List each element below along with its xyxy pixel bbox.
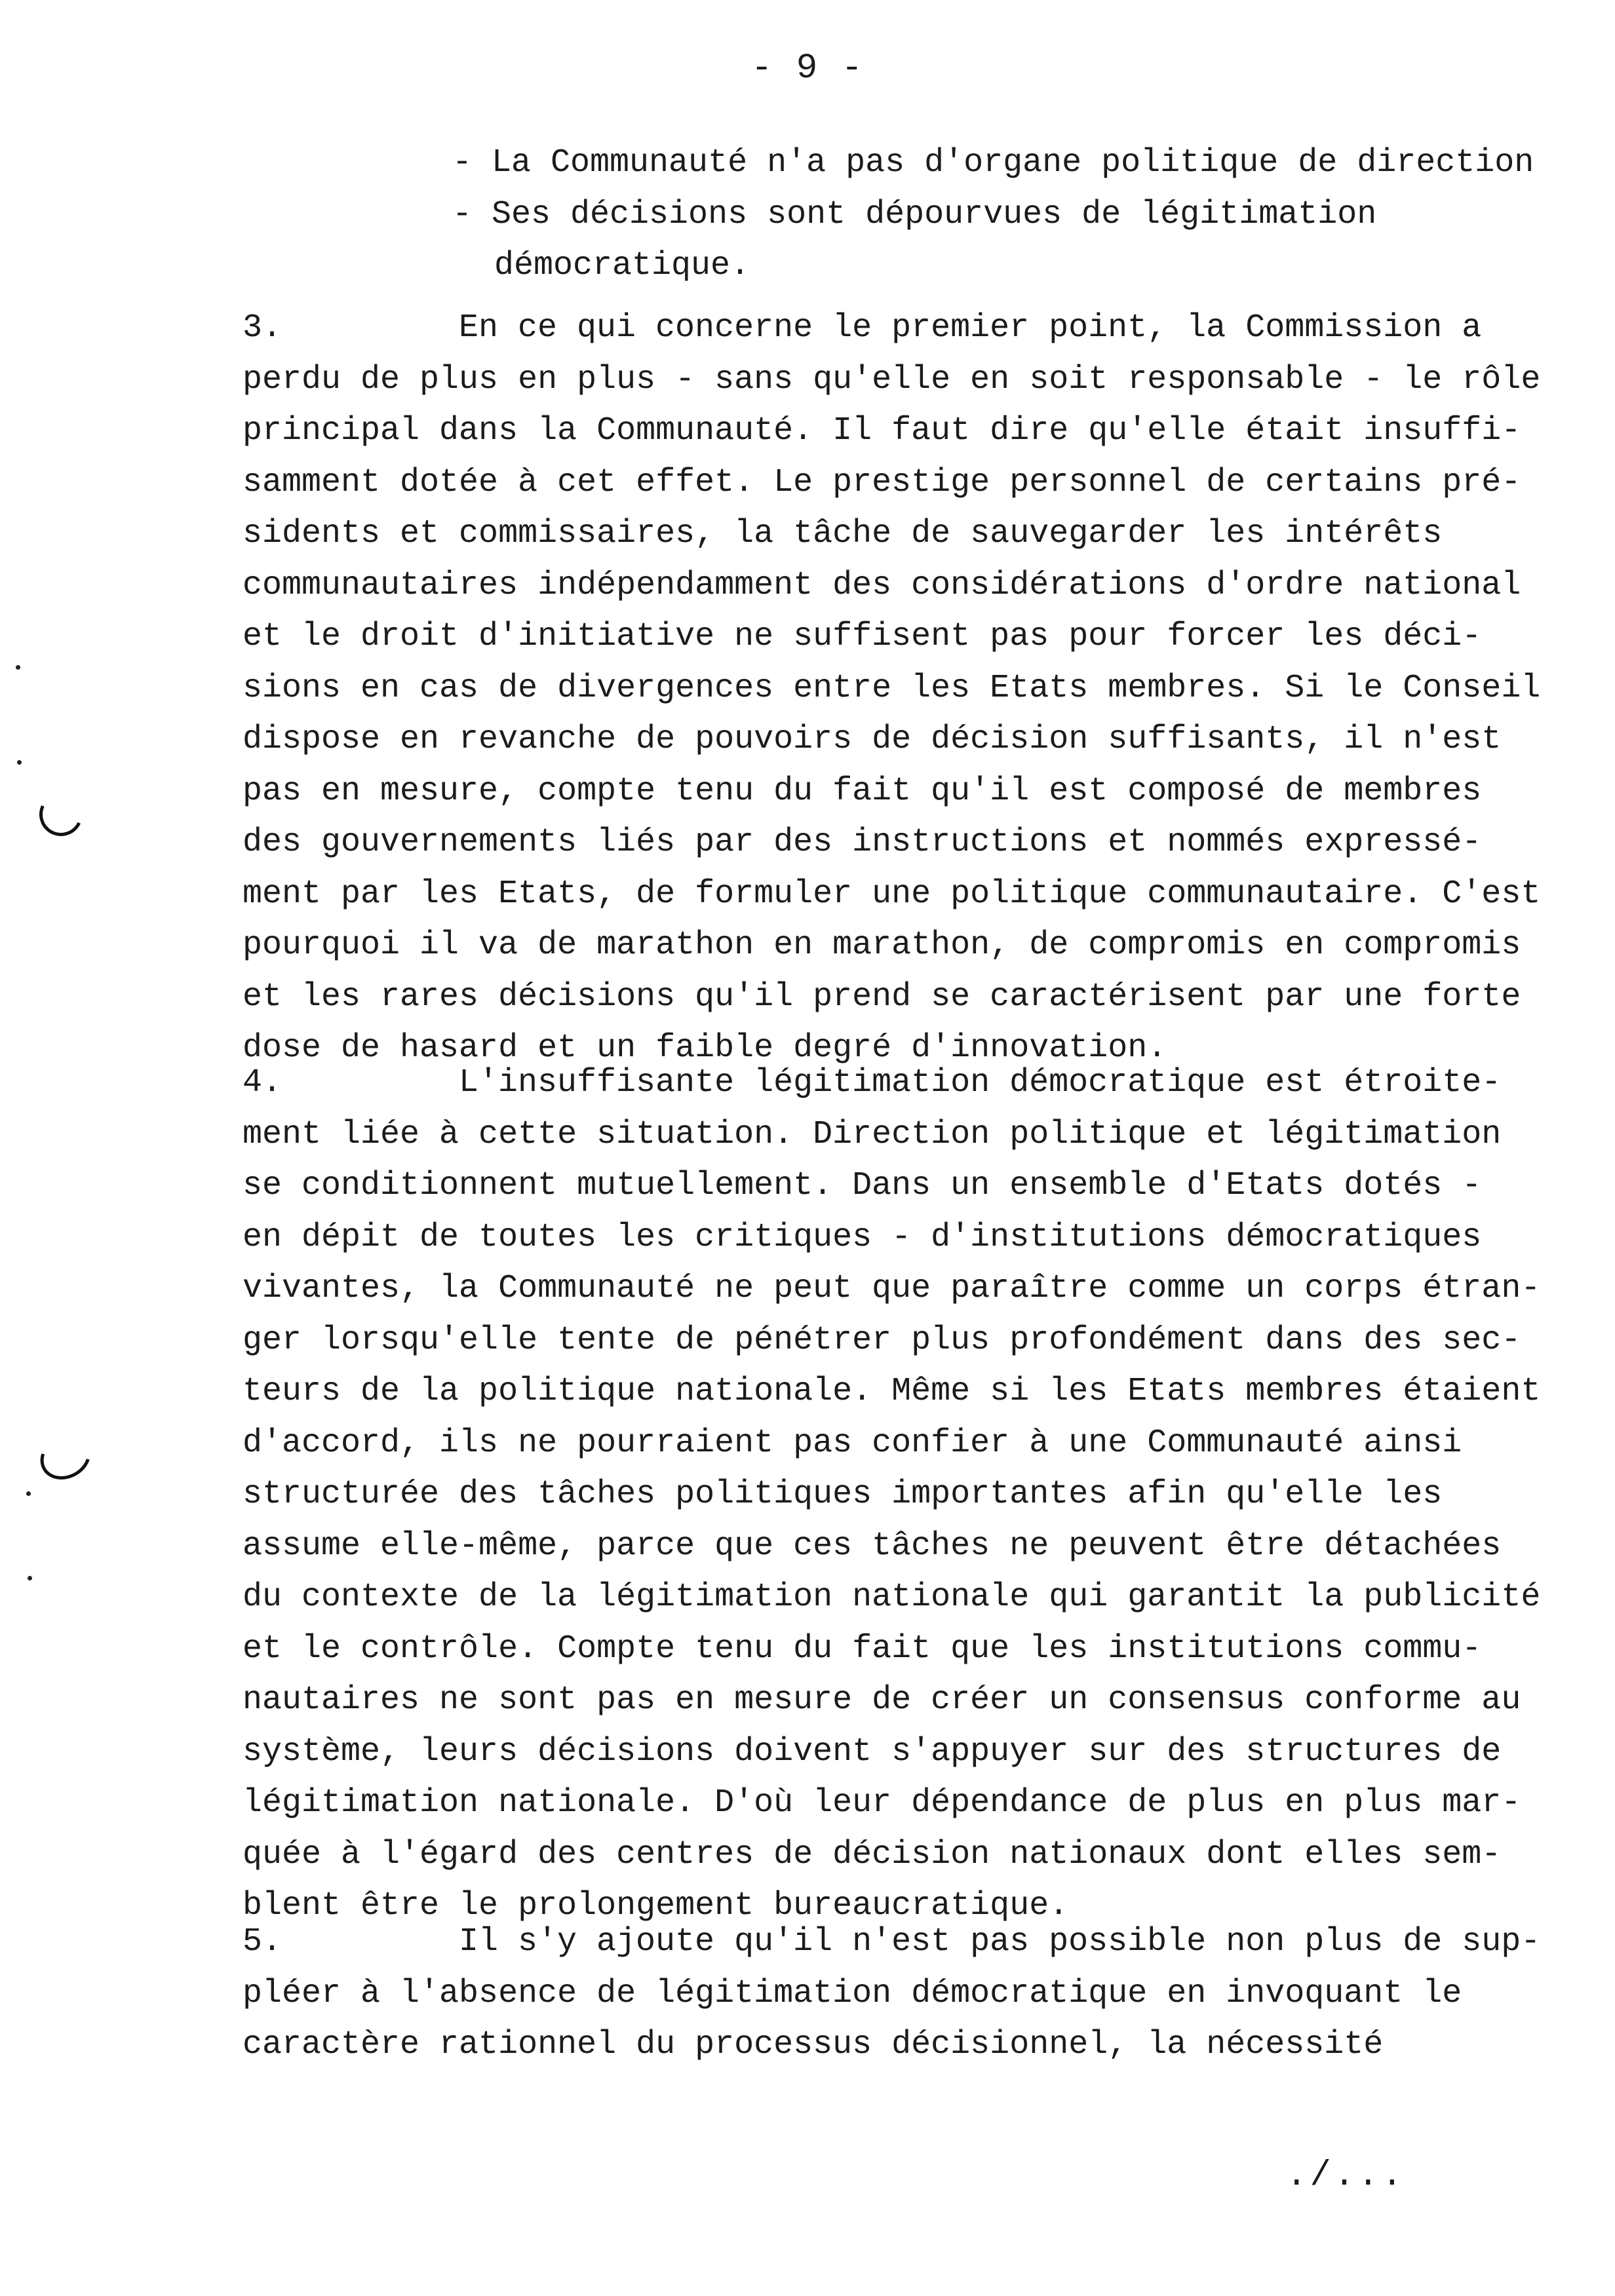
- paragraph-line: L'insuffisante légitimation démocratique est étroite-: [459, 1064, 1502, 1101]
- paragraph-number: 4.: [243, 1064, 282, 1101]
- punch-hole-mark: [33, 787, 89, 843]
- paragraph-line: pas en mesure, compte tenu du fait qu'il est composé de membres: [243, 772, 1482, 810]
- paragraph-line: des gouvernements liés par des instructions et nommés expressé-: [243, 824, 1482, 861]
- paragraph-line: sidents et commissaires, la tâche de sauvegarder les intérêts: [243, 515, 1443, 552]
- paragraph-line: système, leurs décisions doivent s'appuyer sur des structures de: [243, 1732, 1502, 1770]
- page-number: - 9 -: [750, 48, 865, 88]
- paragraph-line: assume elle-même, parce que ces tâches ne peuvent être détachées: [243, 1527, 1502, 1565]
- scan-speck: [28, 1576, 32, 1580]
- paragraph-line: caractère rationnel du processus décisionnel, la nécessité: [243, 2026, 1384, 2063]
- paragraph-line: et le contrôle. Compte tenu du fait que les institutions commu-: [243, 1630, 1482, 1668]
- paragraph-line: quée à l'égard des centres de décision nationaux dont elles sem-: [243, 1835, 1502, 1873]
- paragraph-line: pléer à l'absence de légitimation démocratique en invoquant le: [243, 1974, 1462, 2012]
- paragraph-number: 3.: [243, 309, 282, 347]
- continuation-marker: ./...: [1285, 2156, 1405, 2196]
- scan-speck: [26, 1491, 31, 1496]
- paragraph-line: pourquoi il va de marathon en marathon, de compromis en compromis: [243, 927, 1521, 964]
- paragraph-line: en dépit de toutes les critiques - d'institutions démocratiques: [243, 1218, 1482, 1256]
- paragraph-line: Il s'y ajoute qu'il n'est pas possible non plus de sup-: [459, 1923, 1541, 1961]
- paragraph-line: perdu de plus en plus - sans qu'elle en soit responsable - le rôle: [243, 360, 1541, 398]
- paragraph-line: ment par les Etats, de formuler une politique communautaire. C'est: [243, 875, 1541, 913]
- paragraph-line: et le droit d'initiative ne suffisent pas pour forcer les déci-: [243, 618, 1482, 655]
- paragraph-line: teurs de la politique nationale. Même si les Etats membres étaient: [243, 1373, 1541, 1410]
- paragraph-line: communautaires indépendamment des considérations d'ordre national: [243, 566, 1521, 604]
- paragraph-line: du contexte de la légitimation nationale qui garantit la publicité: [243, 1578, 1541, 1616]
- paragraph-5: [243, 1917, 1547, 2071]
- paragraph-line: vivantes, la Communauté ne peut que paraître comme un corps étran-: [243, 1270, 1541, 1307]
- paragraph-line: ment liée à cette situation. Direction politique et légitimation: [243, 1115, 1502, 1153]
- paragraph-line: et les rares décisions qu'il prend se caractérisent par une forte: [243, 978, 1521, 1016]
- punch-hole-mark: [32, 1425, 99, 1488]
- scan-speck: [17, 760, 22, 765]
- paragraph-line: structurée des tâches politiques importantes afin qu'elle les: [243, 1476, 1443, 1513]
- bullet-item: - Ses décisions sont dépourvues de légitimation: [452, 195, 1377, 233]
- paragraph-line: d'accord, ils ne pourraient pas confier à une Communauté ainsi: [243, 1424, 1462, 1462]
- paragraph-line: nautaires ne sont pas en mesure de créer un consensus conforme au: [243, 1681, 1521, 1719]
- paragraph-line: dose de hasard et un faible degré d'innovation.: [243, 1029, 1167, 1067]
- bullet-list: [452, 138, 1615, 292]
- scan-speck: [16, 665, 20, 670]
- paragraph-line: ger lorsqu'elle tente de pénétrer plus profondément dans des sec-: [243, 1321, 1521, 1359]
- paragraph-line: dispose en revanche de pouvoirs de décision suffisants, il n'est: [243, 721, 1502, 758]
- paragraph-line: légitimation nationale. D'où leur dépendance de plus en plus mar-: [243, 1784, 1521, 1822]
- paragraph-4: [243, 1058, 1547, 1932]
- bullet-item: - La Communauté n'a pas d'organe politique de direction: [452, 144, 1534, 182]
- paragraph-3: [243, 303, 1547, 1075]
- paragraph-line: blent être le prolongement bureaucratique.: [243, 1887, 1069, 1924]
- paragraph-line: En ce qui concerne le premier point, la Commission a: [459, 309, 1482, 347]
- paragraph-line: sions en cas de divergences entre les Etats membres. Si le Conseil: [243, 669, 1541, 707]
- bullet-item-continuation: démocratique.: [494, 247, 750, 284]
- paragraph-line: se conditionnent mutuellement. Dans un ensemble d'Etats dotés -: [243, 1167, 1482, 1204]
- paragraph-line: principal dans la Communauté. Il faut dire qu'elle était insuffi-: [243, 412, 1521, 450]
- paragraph-line: samment dotée à cet effet. Le prestige personnel de certains pré-: [243, 463, 1521, 501]
- paragraph-number: 5.: [243, 1923, 282, 1961]
